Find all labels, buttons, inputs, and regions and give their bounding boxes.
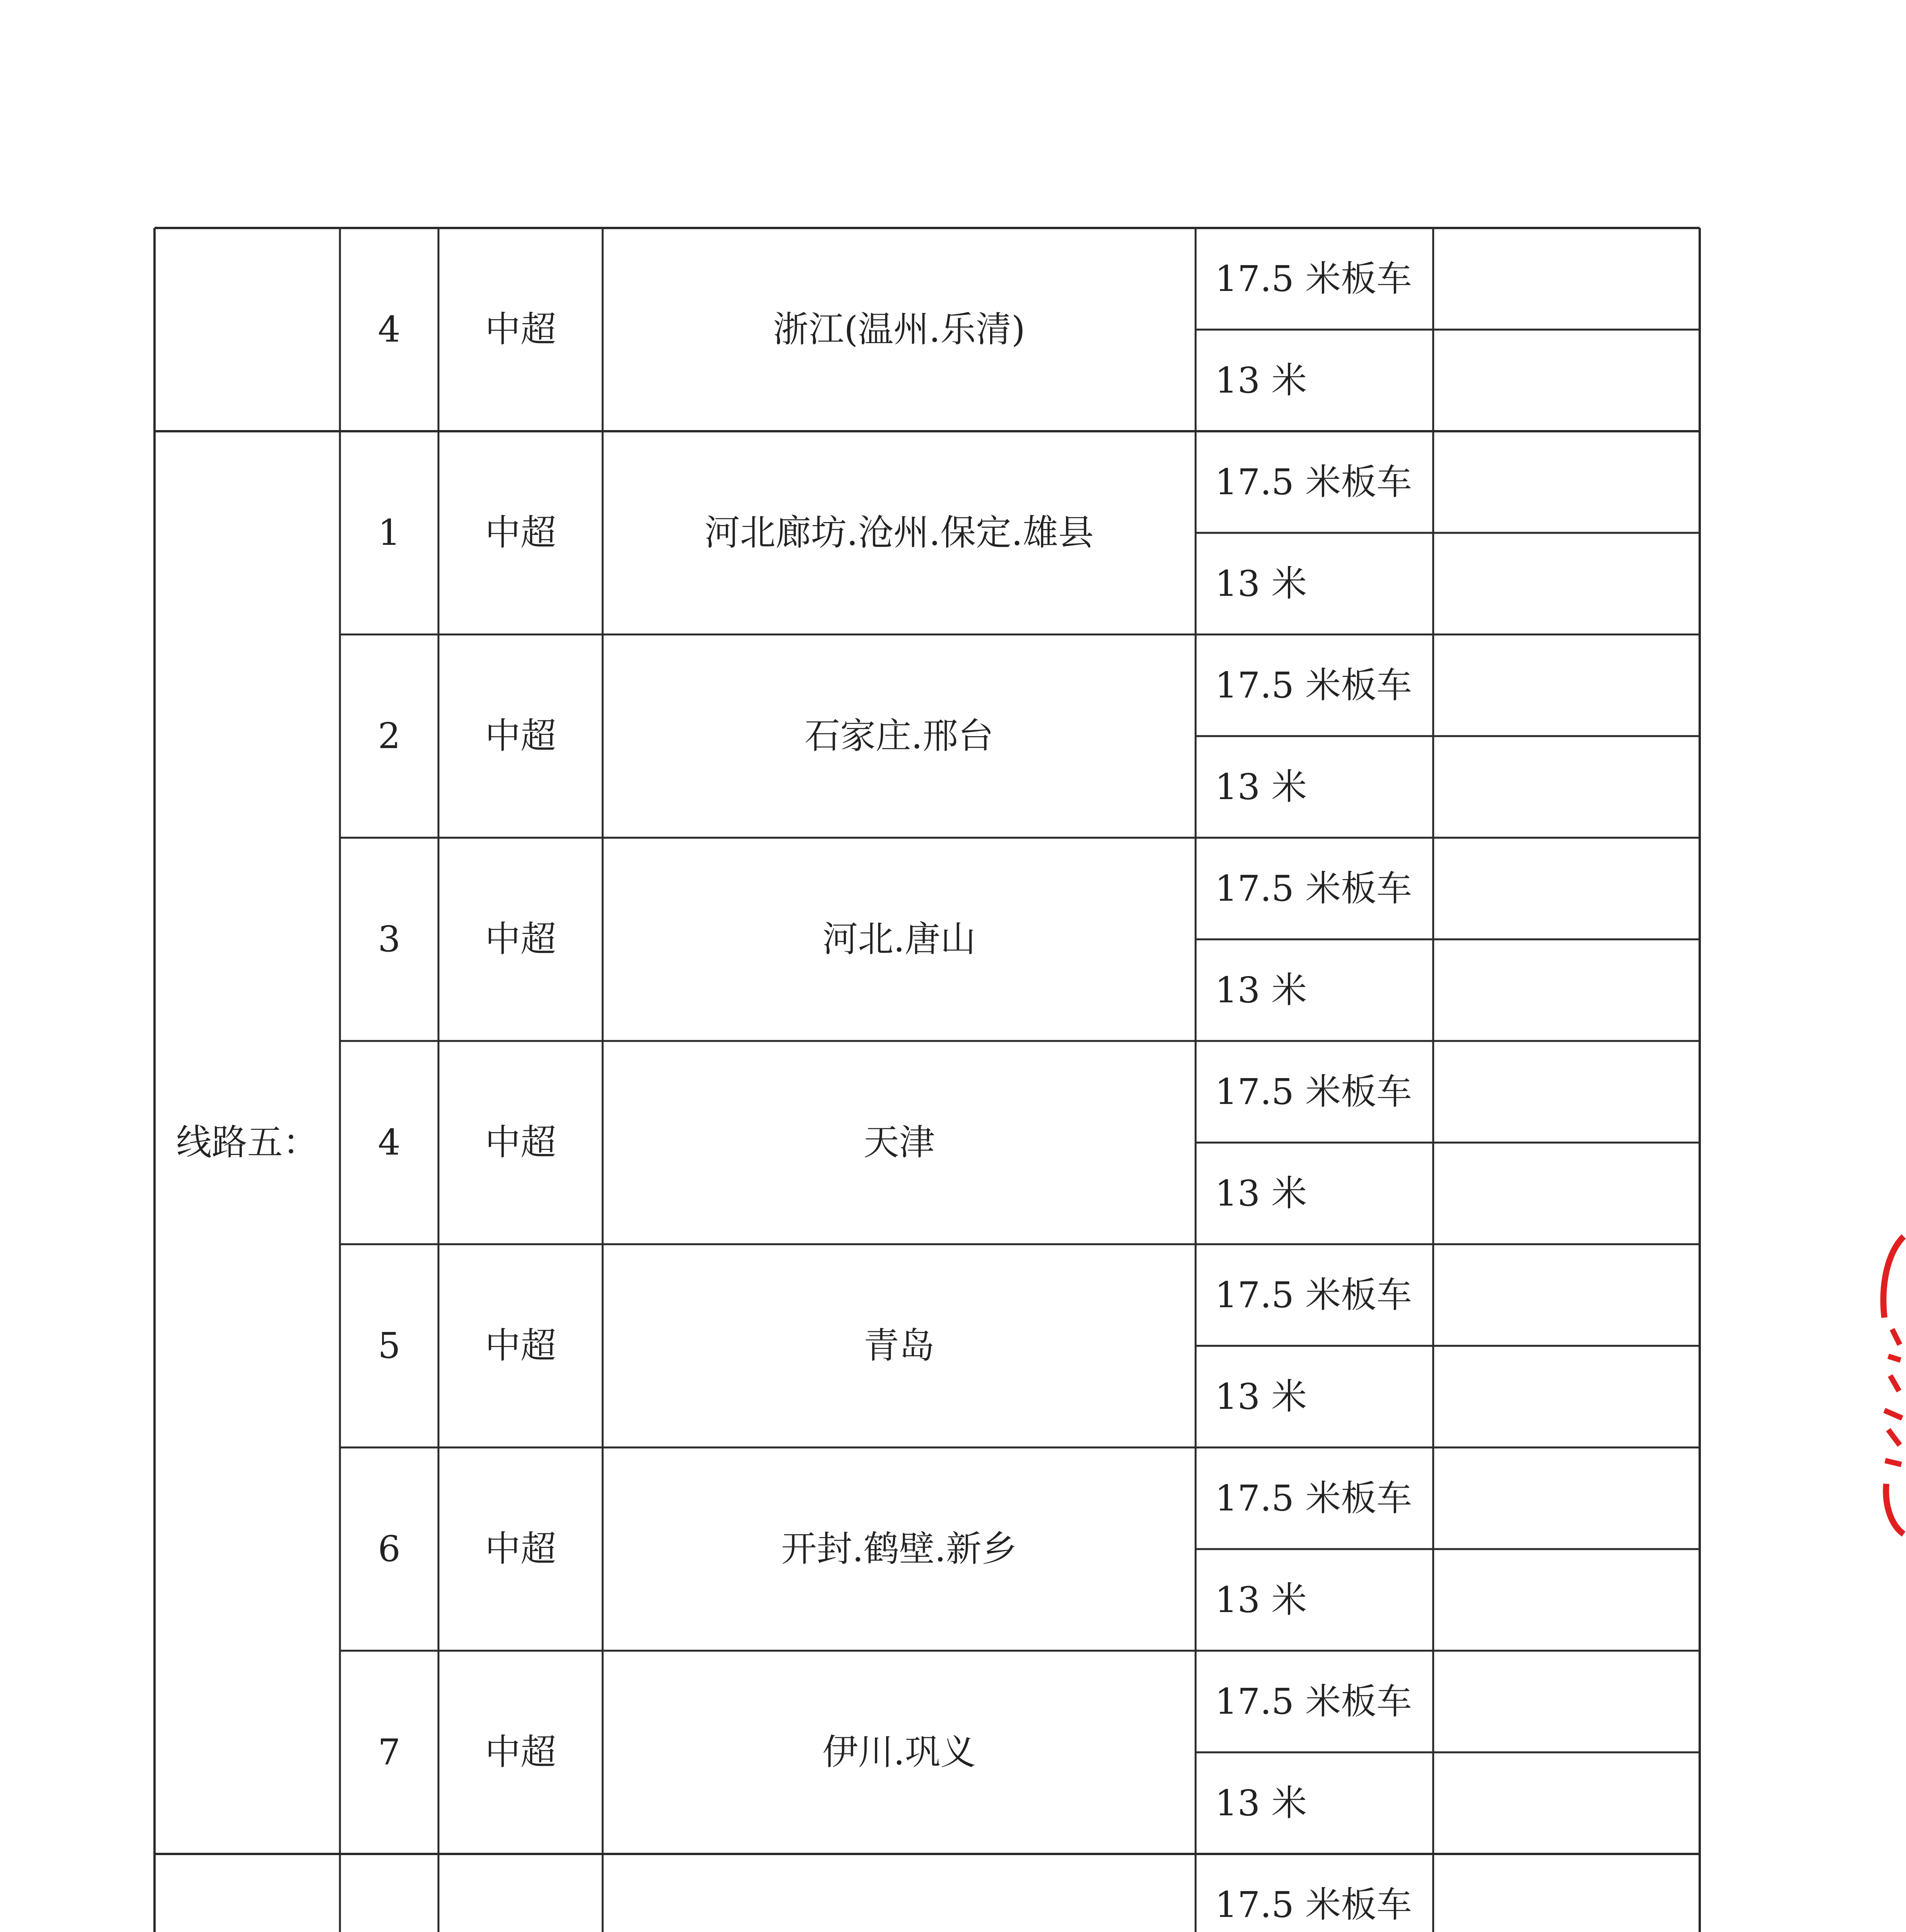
vehicle-class: 中超: [485, 1325, 556, 1366]
truck-type-13m: 13 米: [1215, 359, 1307, 401]
destination: 伊川.巩义: [822, 1731, 976, 1773]
row-number: [340, 1854, 438, 1932]
truck-type-flatbed: 17.5 米板车: [1215, 664, 1412, 706]
row-number: 7: [378, 1731, 401, 1773]
vehicle-class: 中超: [485, 309, 556, 350]
truck-type-13m: 13 米: [1215, 766, 1307, 808]
row-number: 6: [378, 1528, 401, 1570]
destination: 河北.唐山: [822, 918, 976, 960]
vehicle-class: 中超: [485, 1122, 556, 1163]
vehicle-class: [438, 1854, 603, 1932]
vehicle-class: 中超: [485, 512, 556, 553]
route-label: [155, 228, 340, 431]
destination: 青岛: [863, 1325, 935, 1366]
truck-type-13m: 13 米: [1215, 563, 1307, 604]
truck-type-13m: 13 米: [1215, 1579, 1307, 1621]
truck-type-flatbed: 17.5 米板车: [1215, 1274, 1412, 1316]
destination: 河北廊坊.沧州.保定.雄县: [704, 512, 1094, 553]
truck-type-flatbed: 17.5 米板车: [1215, 258, 1412, 299]
row-number: 1: [378, 512, 401, 553]
truck-type-flatbed: 17.5 米板车: [1215, 1884, 1412, 1925]
destination: 天津: [863, 1122, 935, 1163]
truck-type-flatbed: 17.5 米板车: [1215, 867, 1412, 909]
row-number: 4: [378, 309, 401, 350]
route-label: [155, 1854, 340, 1932]
truck-type-13m: 13 米: [1215, 969, 1307, 1011]
seal-edge-icon: [1877, 1229, 1906, 1538]
destination: [603, 1854, 1196, 1932]
row-number: 3: [378, 918, 401, 960]
truck-type-flatbed: 17.5 米板车: [1215, 1680, 1412, 1722]
truck-type-flatbed: 17.5 米板车: [1215, 1071, 1412, 1112]
destination: 浙江(温州.乐清): [773, 309, 1026, 350]
row-number: 2: [378, 715, 401, 757]
red-seal-stamp: [1877, 1229, 1906, 1538]
vehicle-class: 中超: [485, 1528, 556, 1570]
truck-type-flatbed: 17.5 米板车: [1215, 461, 1412, 503]
destination: 开封.鹤壁.新乡: [781, 1528, 1017, 1570]
row-number: 5: [378, 1325, 401, 1366]
vehicle-class: 中超: [485, 1731, 556, 1773]
destination: 石家庄.邢台: [804, 715, 994, 757]
vehicle-class: 中超: [485, 715, 556, 757]
truck-type-13m: 13 米: [1215, 1172, 1307, 1214]
truck-type-flatbed: 17.5 米板车: [1215, 1477, 1412, 1519]
truck-type-13m: 13 米: [1215, 1782, 1307, 1824]
route-label: 线路五：: [176, 1122, 318, 1163]
row-number: 4: [378, 1122, 401, 1163]
truck-type-13m: 13 米: [1215, 1376, 1307, 1417]
vehicle-class: 中超: [485, 918, 556, 960]
